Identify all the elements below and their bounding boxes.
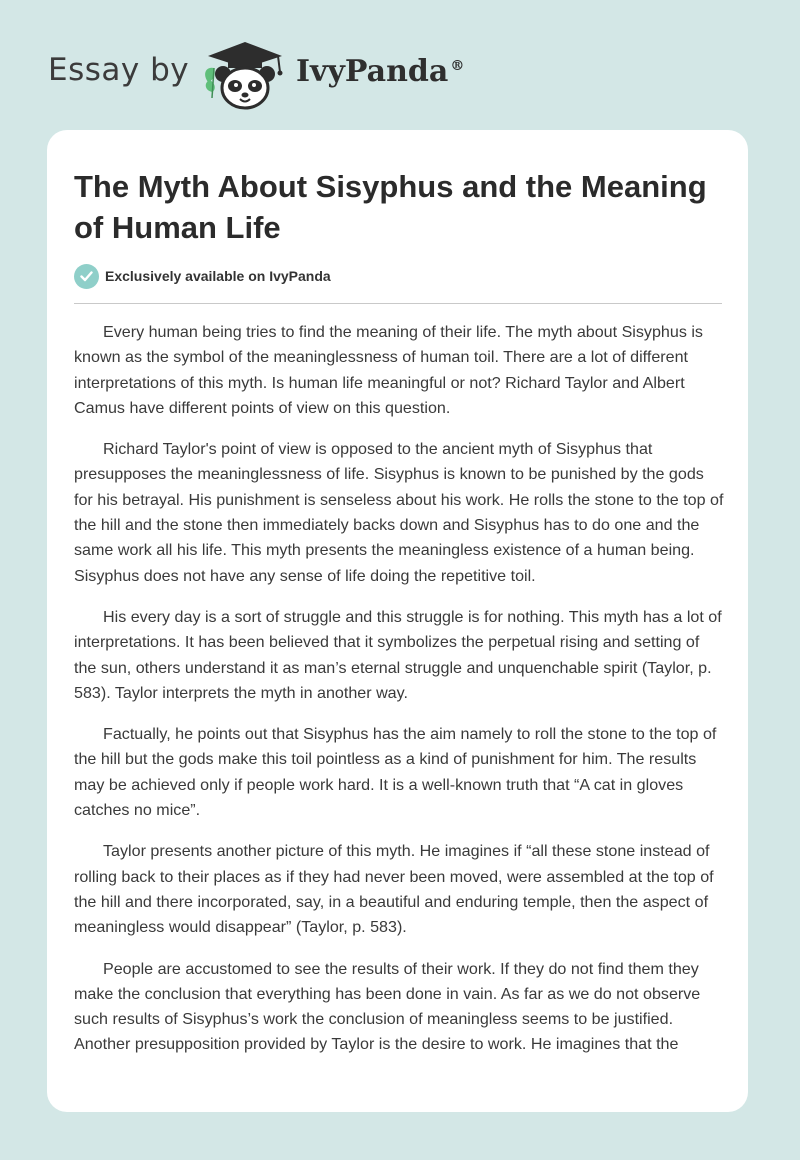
check-circle-icon (74, 264, 99, 289)
title-divider (74, 303, 722, 304)
badge-label: Exclusively available on IvyPanda (105, 268, 331, 284)
essay-body (74, 320, 724, 1060)
essay-by-label: Essay by (48, 52, 190, 88)
essay-title: The Myth About Sisyphus and the Meaning of Human Life (74, 169, 707, 245)
panda-logo-icon[interactable] (200, 38, 290, 110)
paragraph: His every day is a sort of struggle and this struggle is for nothing. This myth has a lot of interpretations. It has been believed that it symbolizes the perpetual rising and setting of the sun, others understand it as man’s eternal struggle and unquenchable spirit (Taylor, p. 583). Taylor interprets the myth in another way. (74, 607, 722, 702)
paragraph: Richard Taylor's point of view is opposed to the ancient myth of Sisyphus that presupposes the meaninglessness of life. Sisyphus is known to be punished by the gods for his betrayal. His punishment is senseless about his work. He rolls the stone to the top of the hill and the stone then immediately backs down and Sisyphus has to do one and the same work all his life. This myth presents the meaningless existence of a human being. Sisyphus does not have any sense of life doing the repetitive toil. (74, 440, 724, 585)
brand-text: IvyPanda (296, 54, 449, 89)
paragraph: Every human being tries to find the meaning of their life. The myth about Sisyphus is known as the symbol of the meaninglessness of human toil. There are a lot of different interpretations of this myth. Is human life meaningful or not? Richard Taylor and Albert Camus have different points of view on this question. (74, 323, 703, 417)
essay-card (47, 130, 748, 1112)
paragraph: People are accustomed to see the results of their work. If they do not find them they make the conclusion that everything has been done in vain. As far as we do not observe such results of Sisyphus’s work the conclusion of meaningless seems to be justified. Another presupposition provided by Taylor is the desire to work. He imagines that the (74, 959, 701, 1054)
site-header (0, 0, 800, 120)
paragraph: Factually, he points out that Sisyphus has the aim namely to roll the stone to the top of the hill but the gods make this toil pointless as a kind of punishment for him. The results may be achieved only if people work hard. It is a well-known truth that “A cat in gloves catches no mice”. (74, 725, 717, 820)
registered-mark: ® (450, 58, 465, 74)
brand-name[interactable] (296, 54, 464, 89)
exclusive-badge (74, 263, 331, 289)
paragraph: Taylor presents another picture of this myth. He imagines if “all these stone instead of rolling back to their places as if they had never been moved, were assembled at the top of the hill and there incorporated, say, in a beautiful and enduring temple, then the aspect of meaningless would disappear” (Taylor, p. 583). (74, 842, 714, 937)
